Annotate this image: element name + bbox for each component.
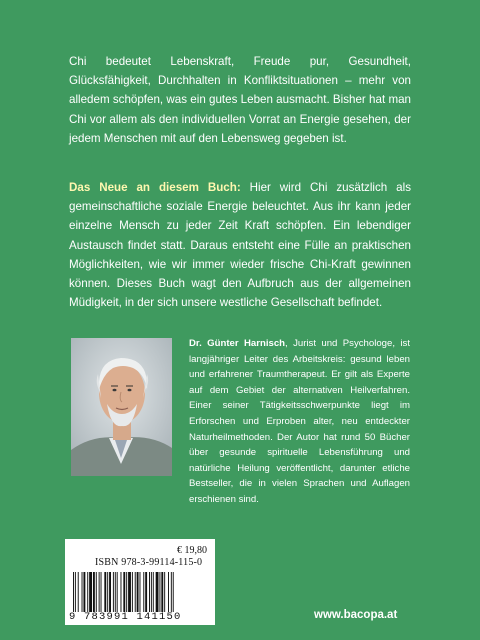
- barcode-bar: [93, 572, 95, 612]
- barcode-bar: [145, 572, 147, 612]
- new-section-text: Hier wird Chi zusätzlich als gemeinschaftliche soziale Energie beleuchtet. Aus ihr kann jeder einzelne Mensch zu jeder Zeit Kraft schöpfen. Ein lebendiger Austausch findet statt. Daraus entsteht eine Fülle an praktischen Möglichkeiten, wie wir immer wieder frische Chi-Kraft gewinnen können. Dieses Buch wagt den Aufbruch aus der allgemeinen Müdigkeit, in der sich unsere westliche Gesellschaft befindet.: [69, 181, 411, 310]
- barcode-bar: [83, 572, 85, 612]
- barcode-bar: [104, 572, 106, 612]
- author-name: Dr. Günter Harnisch: [189, 338, 286, 349]
- barcode-bar: [121, 572, 122, 612]
- barcode-bar: [109, 572, 111, 612]
- barcode-bar: [101, 572, 102, 612]
- barcode-bar: [161, 572, 163, 612]
- barcode-bar: [153, 572, 154, 612]
- barcode-bar: [82, 572, 83, 612]
- barcode-bar: [156, 572, 159, 612]
- barcode-bar: [115, 572, 116, 612]
- author-bio: [189, 336, 410, 508]
- new-section-heading: Das Neue an diesem Buch:: [69, 181, 241, 194]
- barcode-bar: [96, 572, 97, 612]
- barcode-bar: [117, 572, 118, 612]
- barcode-bar: [123, 572, 125, 612]
- barcode-bar: [128, 572, 131, 612]
- barcode-bar: [149, 572, 150, 612]
- barcode-bar: [143, 572, 144, 612]
- barcode-bar: [75, 572, 76, 612]
- barcode-box: [65, 539, 215, 625]
- barcode-bar: [126, 572, 127, 612]
- intro-paragraph: Chi bedeutet Lebenskraft, Freude pur, Gesundheit, Glücksfähigkeit, Durchhalten in Konfliktsituationen – mehr von alledem schöpfen, was ein gutes Leben ausmacht. Bisher hat man Chi vor allem als den individuellen Vorrat an Energie gesehen, der jedem Menschen mit auf den Lebensweg gegeben ist.: [69, 55, 411, 145]
- barcode-bar: [73, 572, 74, 612]
- barcode-bar: [159, 572, 160, 612]
- barcode-bar: [151, 572, 152, 612]
- new-section-paragraph: [69, 178, 411, 312]
- barcode-bar: [87, 572, 88, 612]
- barcode-bar: [140, 572, 141, 612]
- barcode-bar: [135, 572, 136, 612]
- price-label: € 19,80: [177, 545, 207, 556]
- author-photo: [71, 338, 172, 476]
- barcode-bar: [107, 572, 108, 612]
- barcode-bar: [173, 572, 174, 612]
- barcode-bar: [132, 572, 133, 612]
- barcode-bar: [78, 572, 79, 612]
- barcode-bar: [137, 572, 139, 612]
- isbn-label: ISBN 978-3-99114-115-0: [95, 557, 203, 568]
- barcode-bars: [73, 572, 207, 612]
- barcode-bar: [99, 572, 100, 612]
- barcode-bar: [168, 572, 169, 612]
- author-bio-text: , Jurist und Psychologe, ist langjähriger Leiter des Arbeitskreis: gesund leben und erfahrener Traumtherapeut. Er gilt als Experte auf dem Gebiet der alternativen Heilverfahren. Einer seiner Tätigkeitsschwerpunkte liegt im Erforschen und Erproben alter, neu entdeckter Naturheilmethoden. Der Autor hat rund 50 Bücher über gesunde spirituelle Lebensführung und natürliche Heilung veröffentlicht, darunter etliche Bestseller, die in vielen Sprachen und Auflagen erschienen sind.: [189, 338, 410, 505]
- barcode-digits: 9 783991 141150: [69, 611, 182, 623]
- barcode-bar: [113, 572, 114, 612]
- barcode-bar: [171, 572, 172, 612]
- barcode-bar: [89, 572, 92, 612]
- barcode-bar: [164, 572, 165, 612]
- publisher-url: www.bacopa.at: [314, 609, 398, 621]
- author-portrait-image: [71, 338, 172, 476]
